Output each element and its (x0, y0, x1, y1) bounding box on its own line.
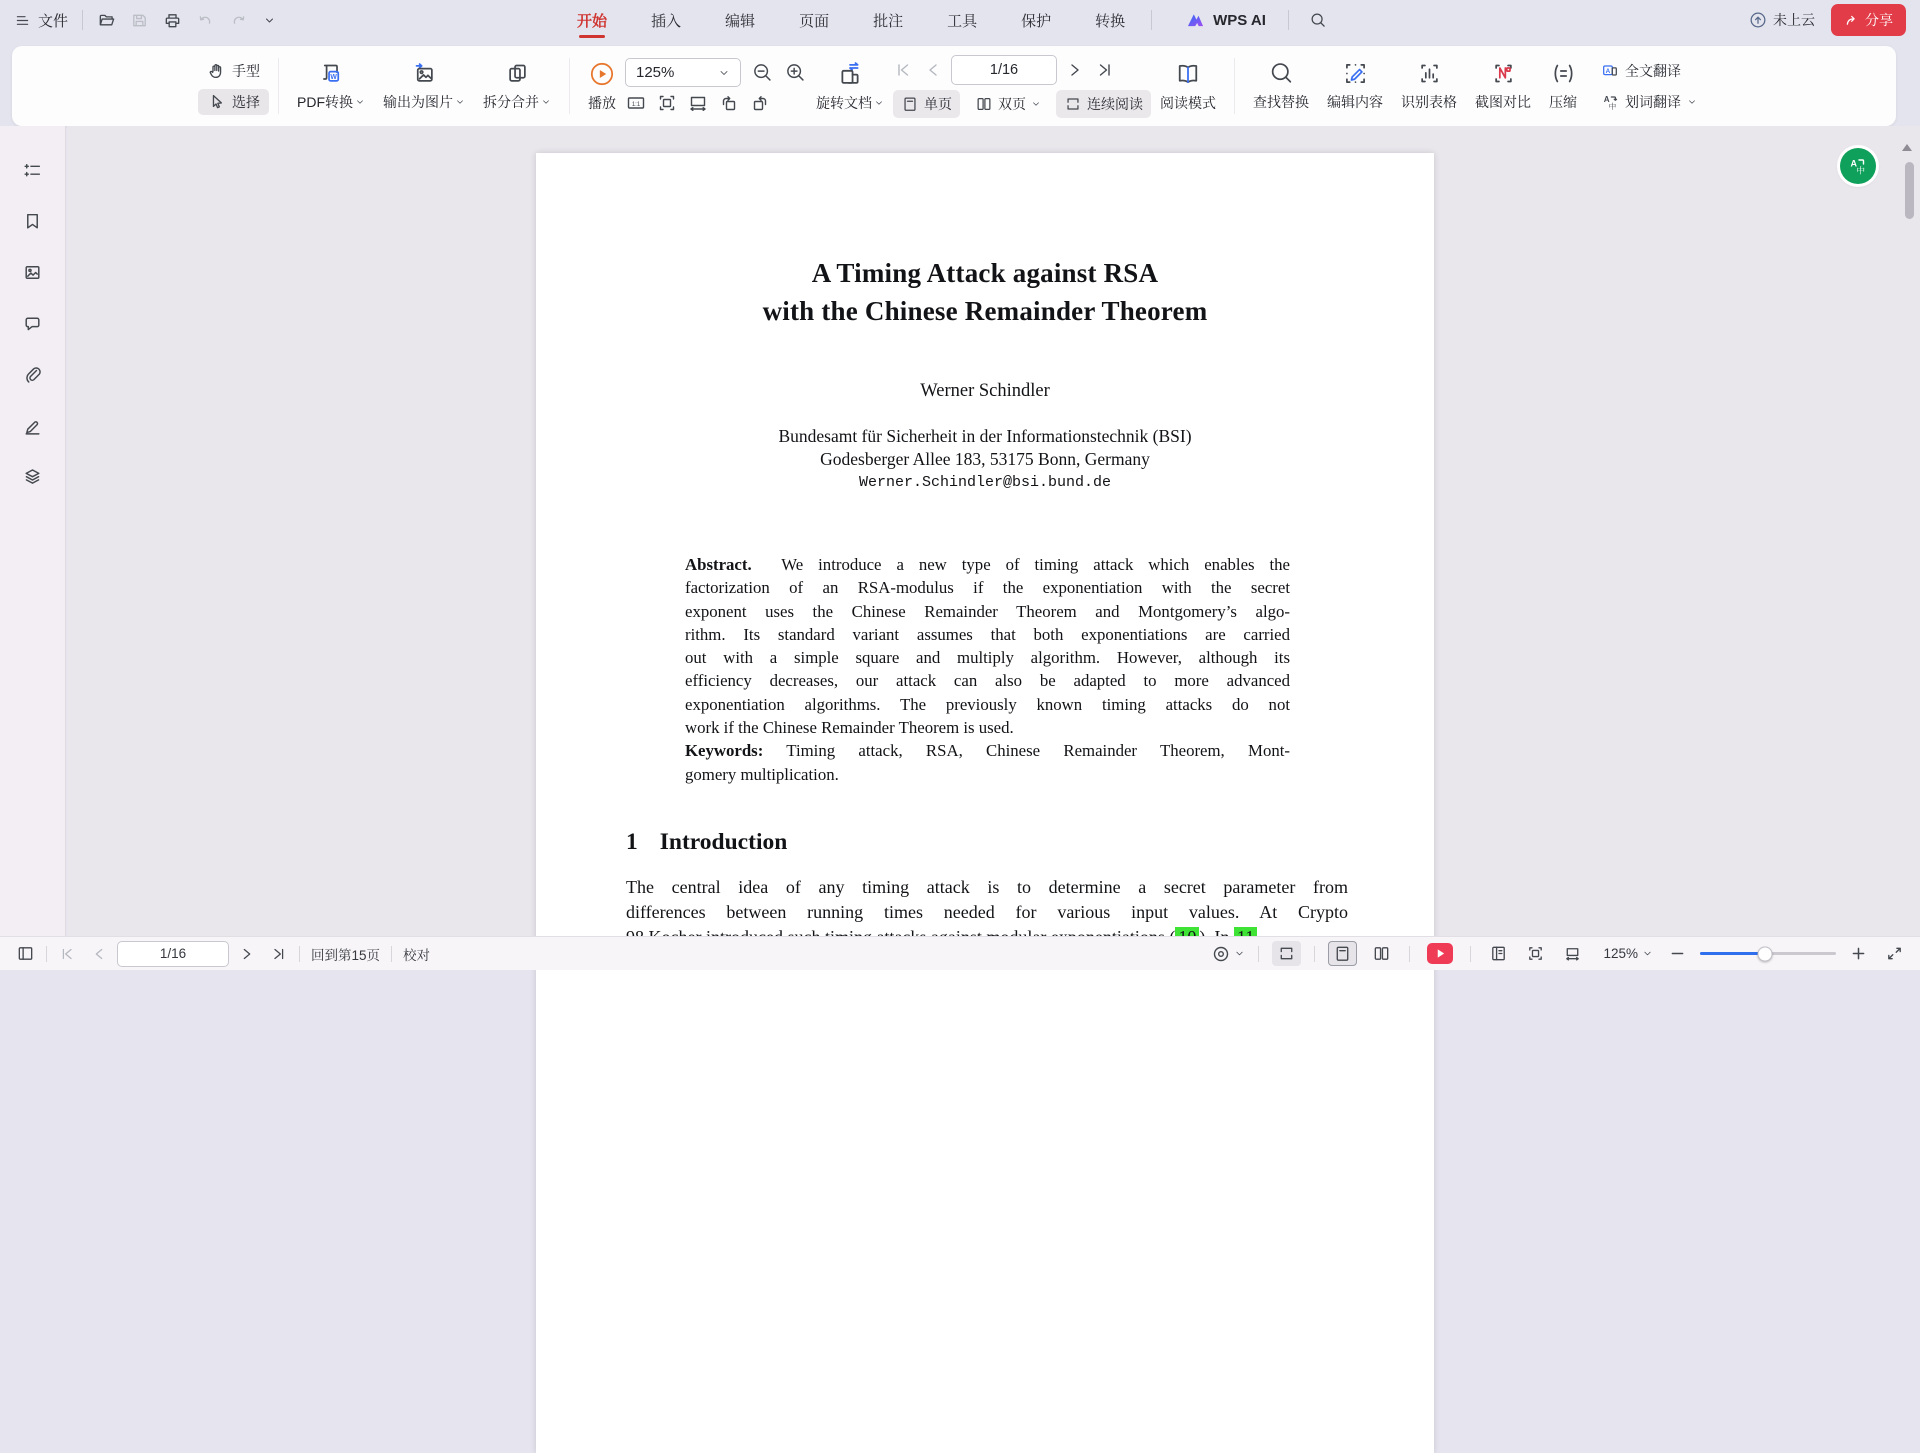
edit-content-button[interactable] (1318, 46, 1392, 126)
read-mode-icon (1489, 944, 1508, 963)
share-icon (1844, 13, 1859, 28)
prev-page-icon[interactable] (90, 945, 108, 963)
divider (1314, 946, 1315, 962)
chevron-down-icon (541, 97, 551, 107)
share-label: 分享 (1865, 12, 1893, 28)
tab[interactable]: 保护 (1021, 12, 1052, 30)
double-page-label: 双页 (998, 95, 1026, 112)
chevron-down-icon (1031, 99, 1041, 109)
next-page-icon[interactable] (1065, 60, 1085, 80)
quick-access-chevron-icon[interactable] (262, 13, 277, 28)
compress-icon (1550, 60, 1577, 87)
open-file-icon[interactable] (97, 11, 116, 30)
top-zone (0, 0, 1920, 126)
last-page-icon[interactable] (1095, 60, 1115, 80)
single-page-label: 单页 (924, 95, 952, 112)
svg-text:A: A (1603, 94, 1610, 104)
tab[interactable]: 工具 (947, 12, 978, 30)
chevron-down-icon (718, 67, 730, 79)
single-page-toggle[interactable] (1328, 941, 1357, 966)
divider (1258, 946, 1259, 962)
hand-icon (207, 61, 226, 80)
zoom-value: 125% (636, 64, 675, 81)
continuous-read-toggle[interactable] (1272, 941, 1301, 966)
background-options-button[interactable] (1211, 944, 1245, 964)
zoom-select[interactable] (1603, 946, 1653, 961)
section-heading: 1 Introduction (626, 829, 788, 855)
file-menu-label: 文件 (38, 12, 69, 30)
page-number-value: 1/16 (159, 946, 187, 961)
read-mode-label: 阅读模式 (1160, 94, 1216, 111)
fit-width-icon (1563, 944, 1582, 963)
chevron-down-icon (455, 97, 465, 107)
split-merge-icon (504, 60, 531, 87)
tab[interactable]: 批注 (873, 12, 904, 30)
tab[interactable]: 编辑 (725, 12, 756, 30)
rotate-doc-icon (836, 60, 864, 88)
wps-ai-label: WPS AI (1213, 11, 1266, 29)
screenshot-compare-button[interactable] (1466, 46, 1540, 126)
cloud-status[interactable] (1749, 10, 1815, 30)
abstract-line: exponent uses the Chinese Remainder Theorem and Montgomery’s algo- (685, 601, 1290, 621)
prev-page-icon[interactable] (923, 60, 943, 80)
divider (46, 946, 47, 962)
tab[interactable]: 开始 (577, 0, 607, 40)
abstract-line: efficiency decreases, our attack can also be adapted to more advanced (685, 671, 1290, 691)
screenshot-compare-label: 截图对比 (1475, 94, 1531, 110)
bookmark-icon[interactable] (22, 211, 43, 232)
read-mode-button[interactable] (1151, 46, 1225, 126)
read-mode-toggle[interactable] (1484, 941, 1513, 966)
attachment-icon[interactable] (22, 364, 43, 385)
pdf-page (536, 153, 1434, 1453)
pdf-convert-icon (318, 60, 345, 87)
svg-text:W: W (329, 73, 337, 81)
comment-icon[interactable] (22, 313, 43, 334)
edit-content-label: 编辑内容 (1327, 94, 1383, 110)
last-page-icon[interactable] (270, 945, 288, 963)
first-page-icon[interactable] (58, 945, 76, 963)
divider (82, 10, 83, 30)
translate-word-icon (1601, 93, 1619, 111)
left-sidebar (0, 126, 66, 936)
titlebar (0, 0, 1920, 40)
zoom-minus-button[interactable] (1669, 945, 1686, 962)
chevron-down-icon (355, 97, 365, 107)
file-menu[interactable] (14, 10, 68, 31)
pdf-convert-button[interactable] (288, 46, 374, 126)
layers-icon[interactable] (22, 466, 43, 487)
zoom-select[interactable] (625, 58, 741, 87)
compress-label: 压缩 (1549, 94, 1577, 110)
translate-full-button[interactable] (1592, 58, 1706, 84)
pdf-convert-label: PDF转换 (297, 94, 353, 110)
play-icon (588, 60, 616, 88)
paper-author: Werner Schindler (920, 381, 1050, 401)
panel-toggle-icon[interactable] (16, 944, 35, 963)
continuous-icon (1277, 944, 1296, 963)
zoom-slider[interactable] (1700, 952, 1836, 955)
eye-protect-icon (1211, 944, 1231, 964)
paper-title: A Timing Attack against RSA with the Chinese Remainder Theorem (762, 258, 1208, 326)
back-to-page-button[interactable]: 回到第15页 (311, 947, 381, 963)
wps-ai-button[interactable] (1186, 12, 1266, 29)
chevron-down-icon (1234, 948, 1245, 959)
next-page-icon[interactable] (238, 945, 256, 963)
divider (1151, 10, 1152, 30)
divider (1470, 946, 1471, 962)
svg-text:中: 中 (1856, 165, 1866, 176)
fit-page-icon[interactable] (656, 92, 678, 114)
split-merge-button[interactable] (474, 46, 560, 126)
document-viewport[interactable] (67, 126, 1920, 936)
abstract-line: out with a simple square and multiply algorithm. However, although its (685, 648, 1290, 668)
play-label: 播放 (588, 94, 616, 111)
search-icon[interactable] (1309, 11, 1327, 29)
scrollbar-up-arrow[interactable] (1902, 144, 1912, 151)
double-page-toggle[interactable] (1367, 941, 1396, 966)
first-page-icon[interactable] (893, 60, 913, 80)
cursor-icon (207, 92, 226, 111)
zoom-plus-button[interactable] (1850, 945, 1867, 962)
page-number-input[interactable] (117, 941, 229, 967)
translate-full-label: 全文翻译 (1625, 62, 1681, 79)
find-replace-button[interactable] (1244, 46, 1318, 126)
proofread-button[interactable]: 校对 (403, 947, 431, 963)
split-merge-label: 拆分合并 (483, 94, 539, 110)
print-icon[interactable] (163, 11, 182, 30)
play-icon (1435, 948, 1446, 959)
svg-text:A: A (1605, 67, 1611, 75)
recognize-table-label: 识别表格 (1401, 94, 1457, 110)
rotate-left-icon[interactable] (718, 92, 740, 114)
translate-fab-button[interactable] (1840, 148, 1876, 184)
hamburger-icon (14, 12, 31, 29)
chevron-down-icon (1642, 948, 1653, 959)
paper-email: Werner.Schindler@bsi.bund.de (858, 474, 1112, 491)
svg-text:1:1: 1:1 (631, 101, 641, 108)
divider (569, 58, 570, 114)
compress-button[interactable] (1540, 46, 1586, 126)
single-page-icon (1333, 944, 1352, 963)
divider (1234, 58, 1235, 114)
translate-full-icon (1601, 62, 1619, 80)
divider (1409, 946, 1410, 962)
tab[interactable]: 转换 (1095, 12, 1126, 30)
export-image-icon (411, 60, 438, 87)
single-page-icon (901, 95, 919, 113)
continuous-label: 连续阅读 (1087, 95, 1143, 112)
page-number-input[interactable] (951, 55, 1057, 85)
rotate-doc-button[interactable] (807, 46, 893, 126)
double-page-icon (1372, 944, 1391, 963)
share-button[interactable] (1831, 4, 1906, 36)
svg-text:中: 中 (1608, 101, 1617, 111)
paper-affiliation: Bundesamt für Sicherheit in der Informationstechnik (BSI) Godesberger Allee 183, 53175 Bonn, Germany Werner.Schindler@bsi.bund.de (536, 425, 1434, 494)
rotate-right-icon[interactable] (749, 92, 771, 114)
double-page-button[interactable] (967, 90, 1049, 118)
chevron-down-icon (874, 98, 884, 108)
abstract-block: Abstract. We introduce a new type of timing attack which enables the factorization of an RSA-modulus if the exponentiation with the secret exponent uses the Chinese Remainder Theorem and Montgomery’s algo- rithm. Its standard variant assumes that both exponentiations are carried out with a simple square and multiply algorithm. However, although its efficiency decreases, our attack can also be adapted to more advanced exponentiation algorithms. The previously known timing attacks do not work if the Chinese Remainder Theorem is used. Keywords: Timing attack, RSA, Chinese Remainder Theorem, Mont- gomery multiplication. (685, 555, 1290, 784)
continuous-read-button[interactable] (1056, 90, 1151, 118)
page-number-value: 1/16 (989, 61, 1019, 78)
find-replace-icon (1268, 60, 1295, 87)
play-slideshow-button[interactable] (1427, 943, 1453, 964)
cloud-upload-icon (1749, 11, 1767, 29)
ribbon-tabs (577, 0, 1125, 40)
read-mode-icon (1174, 60, 1202, 88)
fit-page-button[interactable] (1521, 941, 1550, 966)
fit-width-icon[interactable] (687, 92, 709, 114)
translate-word-label: 划词翻译 (1625, 93, 1681, 110)
continuous-icon (1064, 95, 1082, 113)
recognize-table-icon (1416, 60, 1443, 87)
fit-width-button[interactable] (1558, 941, 1587, 966)
scrollbar-thumb[interactable] (1905, 162, 1914, 219)
rotate-doc-label: 旋转文档 (816, 94, 872, 111)
zoom-value: 125% (1603, 946, 1638, 961)
outline-icon[interactable] (22, 160, 43, 181)
translate-fab-icon (1848, 156, 1868, 176)
actual-size-icon[interactable] (625, 92, 647, 114)
export-image-button[interactable] (374, 46, 474, 126)
intro-paragraph: The central idea of any timing attack is to determine a secret parameter from differences between running times needed for various input values. At Crypto (626, 875, 1348, 950)
save-icon[interactable] (130, 11, 149, 30)
zoom-in-icon[interactable] (784, 61, 807, 84)
hand-tool-button[interactable] (198, 58, 269, 84)
abstract-line: exponentiation algorithms. The previously known timing attacks do not (685, 694, 1290, 714)
zoom-slider-fill (1700, 952, 1765, 955)
translate-word-button[interactable] (1592, 89, 1706, 115)
zoom-slider-knob[interactable] (1758, 946, 1773, 961)
redo-icon[interactable] (229, 11, 248, 30)
tab[interactable]: 页面 (799, 12, 830, 30)
fullscreen-button[interactable] (1885, 944, 1904, 963)
fit-page-icon (1526, 944, 1545, 963)
divider (391, 946, 392, 962)
edit-content-icon (1342, 60, 1369, 87)
undo-icon[interactable] (196, 11, 215, 30)
single-page-button[interactable] (893, 90, 960, 118)
divider (278, 58, 279, 114)
select-tool-button[interactable] (198, 89, 269, 115)
export-image-label: 输出为图片 (383, 94, 453, 110)
statusbar (0, 936, 1920, 970)
play-button[interactable] (579, 46, 625, 126)
ribbon (12, 46, 1896, 126)
signature-icon[interactable] (22, 415, 43, 436)
abstract-line: rithm. Its standard variant assumes that both exponentiations are carried (685, 624, 1290, 644)
svg-text:A: A (1850, 158, 1857, 169)
divider (1288, 10, 1289, 30)
select-tool-label: 选择 (232, 93, 260, 110)
cloud-status-label: 未上云 (1773, 12, 1815, 28)
abstract-line: factorization of an RSA-modulus if the exponentiation with the secret (685, 578, 1290, 598)
recognize-table-button[interactable] (1392, 46, 1466, 126)
image-icon[interactable] (22, 262, 43, 283)
zoom-out-icon[interactable] (751, 61, 774, 84)
hand-tool-label: 手型 (232, 62, 260, 79)
chevron-down-icon (1687, 97, 1697, 107)
find-replace-label: 查找替换 (1253, 94, 1309, 110)
tab[interactable]: 插入 (651, 12, 682, 30)
screenshot-compare-icon (1490, 60, 1517, 87)
divider (299, 946, 300, 962)
double-page-icon (975, 95, 993, 113)
wps-ai-logo-icon (1186, 12, 1205, 29)
